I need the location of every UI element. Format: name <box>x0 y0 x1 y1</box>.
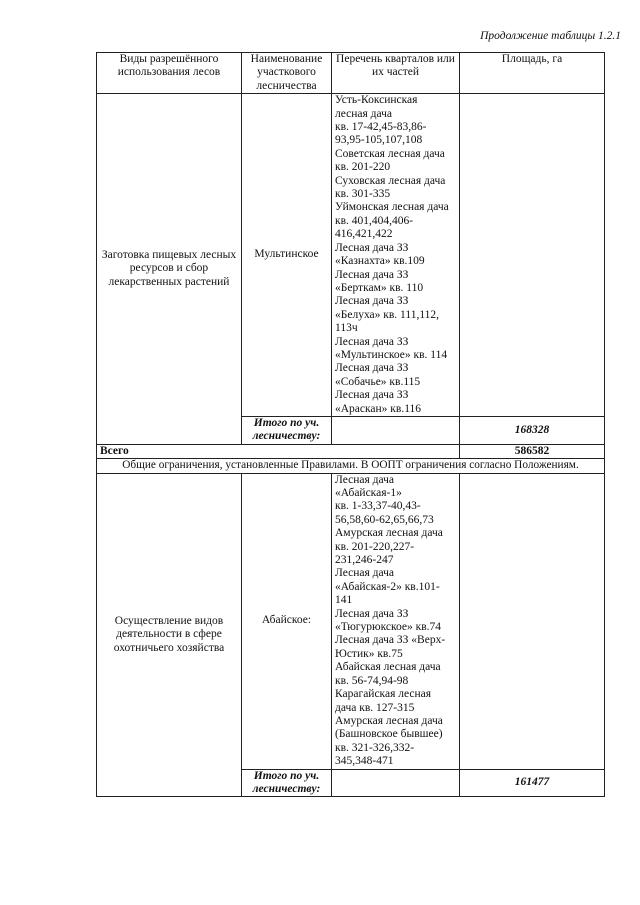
quarter-line: Лесная дача ЗЗ <box>335 335 409 348</box>
quarter-line: Абайская лесная дача <box>335 661 441 674</box>
quarter-line: кв. 17-42,45-83,86- <box>335 121 427 134</box>
quarter-line: кв. 201-220,227- <box>335 540 415 553</box>
header-area: Площадь, га <box>460 53 605 94</box>
total-value: 586582 <box>460 444 605 458</box>
quarters-list <box>332 473 460 769</box>
quarter-line: 345,348-471 <box>335 755 394 768</box>
quarter-line: 416,421,422 <box>335 228 393 241</box>
subtotal-label: Итого по уч. лесничеству: <box>242 416 332 444</box>
table-header-row <box>97 53 605 94</box>
quarter-line: Лесная дача ЗЗ <box>335 389 409 402</box>
quarter-line: Суховская лесная дача <box>335 174 446 187</box>
quarter-line: Лесная дача ЗЗ <box>335 241 409 254</box>
quarter-line: «Казнахта» кв.109 <box>335 255 425 268</box>
header-quarters: Перечень кварталов или их частей <box>332 53 460 94</box>
subtotal-label: Итого по уч. лесничеству: <box>242 769 332 797</box>
quarter-line: кв. 201-220 <box>335 161 391 174</box>
empty-cell <box>332 769 460 797</box>
quarter-line: Амурская лесная дача <box>335 527 443 540</box>
quarter-line: Лесная дача ЗЗ «Верх- <box>335 634 446 647</box>
table-row <box>97 94 605 417</box>
quarter-line: кв. 401,404,406- <box>335 214 414 227</box>
quarter-line: 56,58,60-62,65,66,73 <box>335 513 434 526</box>
area-cell <box>460 473 605 769</box>
quarter-line: «Тюгурюкское» кв.74 <box>335 621 442 634</box>
use-type-cell: Заготовка пищевых лесных ресурсов и сбор лекарственных растений <box>97 94 242 445</box>
quarter-line: лесная дача <box>335 107 393 120</box>
quarter-line: Лесная дача ЗЗ <box>335 295 409 308</box>
quarter-line: (Башновское бывшее) <box>335 728 443 741</box>
quarter-line: Карагайская лесная <box>335 688 432 701</box>
quarters-list <box>332 94 460 417</box>
quarter-line: 231,246-247 <box>335 554 394 567</box>
quarter-line: «Абайская-1» <box>335 487 402 499</box>
quarter-line: Лесная дача ЗЗ <box>335 362 409 375</box>
use-type-cell: Осуществление видов деятельности в сфере охотничьего хозяйства <box>97 473 242 797</box>
quarter-line: кв. 56-74,94-98 <box>335 674 409 687</box>
table-row <box>97 473 605 769</box>
quarter-line: Лесная дача ЗЗ <box>335 268 409 281</box>
subtotal-value: 161477 <box>460 769 605 797</box>
quarter-line: «Абайская-2» кв.101- <box>335 580 440 593</box>
quarter-line: «Белуха» кв. 111,112, <box>335 308 440 321</box>
forestry-cell: Абайское: <box>242 473 332 769</box>
quarter-line: 141 <box>335 594 353 607</box>
quarter-line: Юстик» кв.75 <box>335 647 403 660</box>
quarter-line: кв. 1-33,37-40,43- <box>335 500 421 513</box>
total-label: Всего <box>97 444 460 458</box>
quarter-line: Лесная дача ЗЗ <box>335 607 409 620</box>
forest-use-table <box>96 52 605 797</box>
subtotal-value: 168328 <box>460 416 605 444</box>
area-cell <box>460 94 605 417</box>
quarter-line: кв. 301-335 <box>335 188 391 201</box>
quarter-line: Уймонская лесная дача <box>335 201 449 214</box>
general-note: Общие ограничения, установленные Правилами. В ООПТ ограничения согласно Положениям. <box>97 459 605 473</box>
quarter-line: «Араскан» кв.116 <box>335 402 422 415</box>
total-row <box>97 444 605 458</box>
quarter-line: Советская лесная дача <box>335 147 445 160</box>
quarter-line: кв. 321-326,332- <box>335 741 415 754</box>
forestry-cell: Мультинское <box>242 94 332 417</box>
empty-cell <box>332 416 460 444</box>
header-use-type: Виды разрешённого использования лесов <box>97 53 242 94</box>
quarter-line: 93,95-105,107,108 <box>335 134 423 147</box>
quarter-line: Лесная дача <box>335 567 395 580</box>
quarter-line: «Собачье» кв.115 <box>335 375 421 388</box>
quarter-line: дача кв. 127-315 <box>335 701 415 714</box>
quarter-line: Лесная дача <box>335 473 395 486</box>
quarter-line: Усть-Коксинская <box>335 94 418 107</box>
table-continuation-caption: Продолжение таблицы 1.2.1 <box>480 30 621 42</box>
quarter-line: «Берткам» кв. 110 <box>335 281 424 294</box>
quarter-line: Амурская лесная дача <box>335 714 443 727</box>
header-forestry: Наименование участкового лесничества <box>242 53 332 94</box>
quarter-line: «Мультинское» кв. 114 <box>335 348 448 361</box>
quarter-line: 113ч <box>335 322 358 335</box>
general-note-row <box>97 459 605 473</box>
